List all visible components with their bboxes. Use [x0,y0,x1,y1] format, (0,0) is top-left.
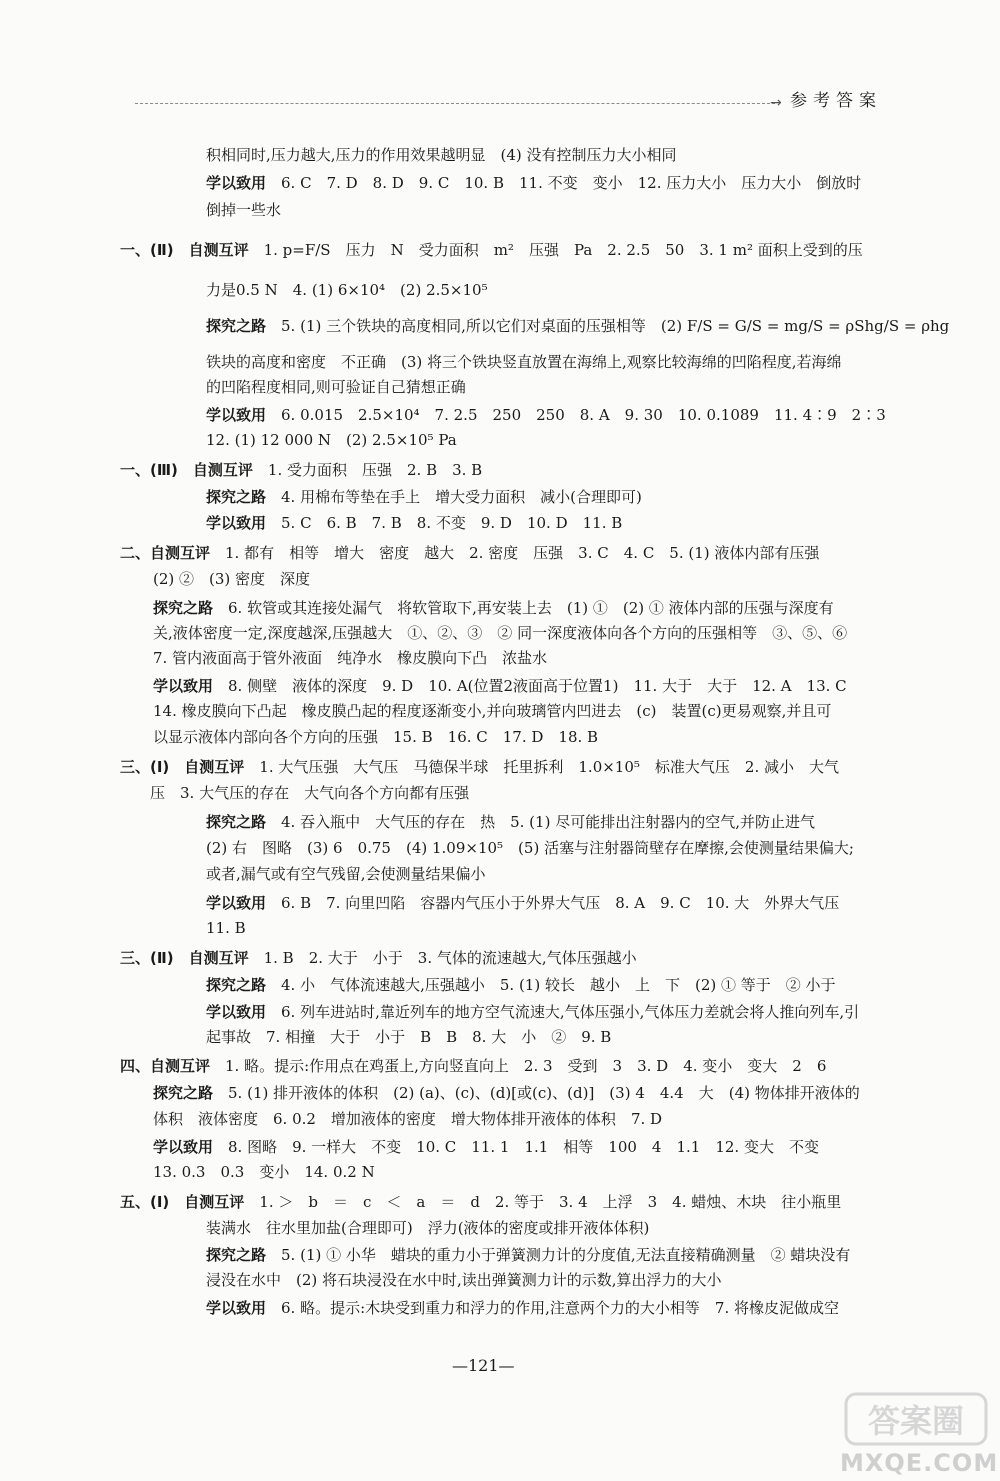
answer-line: 一、(Ⅲ) 自测互评 1. 受力面积 压强 2. B 3. B [120,461,483,479]
answer-line: 的凹陷程度相同,则可验证自己猜想正确 [206,378,466,396]
header-title: 参考答案 [790,91,882,111]
answer-line: 11. B [206,919,246,937]
answer-line: 学以致用 6. C 7. D 8. D 9. C 10. B 11. 不变 变小 12. 压力大小 压力大小 倒放时 [206,174,862,192]
page-number: —121— [452,1356,515,1375]
answer-line: 或者,漏气或有空气残留,会使测量结果偏小 [206,865,486,883]
answer-line: 学以致用 6. 0.015 2.5×10⁴ 7. 2.5 250 250 8. A 9. 30 10. 0.1089 11. 4∶9 2∶3 [206,406,886,424]
answer-line: 以显示液体内部向各个方向的压强 15. B 16. C 17. D 18. B [153,728,599,746]
answer-line: 探究之路 4. 用棉布等垫在手上 增大受力面积 减小(合理即可) [206,488,642,506]
answer-line: 倒掉一些水 [206,201,282,219]
answer-line: 学以致用 6. B 7. 向里凹陷 容器内气压小于外界大气压 8. A 9. C 10. 大 外界大气压 [206,894,840,912]
header-arrow-icon: → [770,95,782,111]
answer-line: 关,液体密度一定,深度越深,压强越大 ①、②、③ ② 同一深度液体向各个方向的压强相等 ③、⑤、⑥ [153,624,848,642]
answer-line: 五、(Ⅰ) 自测互评 1. ＞ b ＝ c ＜ a ＝ d 2. 等于 3. 4 上浮 3 4. 蜡烛、木块 往小瓶里 [120,1193,842,1211]
answer-line: 探究之路 5. (1) 排开液体的体积 (2) (a)、(c)、(d)[或(c)、(d)] (3) 4 4.4 大 (4) 物体排开液体的 [153,1084,860,1102]
answer-line: 14. 橡皮膜向下凸起 橡皮膜凸起的程度逐渐变小,并向玻璃管内凹进去 (c) 装置(c)更易观察,并且可 [153,702,832,720]
answer-line: 学以致用 6. 列车进站时,靠近列车的地方空气流速大,气体压强小,气体压力差就会将人推向列车,引 [206,1003,860,1021]
answer-line: 探究之路 4. 吞入瓶中 大气压的存在 热 5. (1) 尽可能排出注射器内的空气,并防止进气 [206,813,815,831]
answer-line: 学以致用 5. C 6. B 7. B 8. 不变 9. D 10. D 11. B [206,514,623,532]
answer-line: 浸没在水中 (2) 将石块浸没在水中时,读出弹簧测力计的示数,算出浮力的大小 [206,1271,722,1289]
answer-line: 四、自测互评 1. 略。提示:作用点在鸡蛋上,方向竖直向上 2. 3 受到 3 3. D 4. 变小 变大 2 6 [120,1057,827,1075]
answer-line: 探究之路 6. 软管或其连接处漏气 将软管取下,再安装上去 (1) ① (2) ① 液体内部的压强与深度有 [153,599,834,617]
answer-line: 学以致用 8. 侧壁 液体的深度 9. D 10. A(位置2液面高于位置1) 11. 大于 大于 12. A 13. C [153,677,847,695]
answer-line: (2) 右 图略 (3) 6 0.75 (4) 1.09×10⁵ (5) 活塞与注射器筒壁存在摩擦,会使测量结果偏大; [206,839,854,857]
watermark-text: MXQE.COM [840,1449,999,1477]
answer-line: 二、自测互评 1. 都有 相等 增大 密度 越大 2. 密度 压强 3. C 4. C 5. (1) 液体内部有压强 [120,544,820,562]
answer-line: 学以致用 6. 略。提示:木块受到重力和浮力的作用,注意两个力的大小相等 7. 将橡皮泥做成空 [206,1299,840,1317]
answer-line: 三、(Ⅱ) 自测互评 1. B 2. 大于 小于 3. 气体的流速越大,气体压强越小 [120,949,637,967]
answer-line: 力是0.5 N 4. (1) 6×10⁴ (2) 2.5×10⁵ [206,281,488,299]
answer-line: 7. 管内液面高于管外液面 纯净水 橡皮膜向下凸 浓盐水 [153,649,548,667]
answer-line: 起事故 7. 相撞 大于 小于 B B 8. 大 小 ② 9. B [206,1028,612,1046]
answer-line: 探究之路 4. 小 气体流速越大,压强越小 5. (1) 较长 越小 上 下 (2) ① 等于 ② 小于 [206,976,836,994]
watermark-logo-text: 答案圈 [867,1402,965,1440]
answer-line: 探究之路 5. (1) ① 小华 蜡块的重力小于弹簧测力计的分度值,无法直接精确测量 ② 蜡块没有 [206,1246,851,1264]
answer-line: 装满水 往水里加盐(合理即可) 浮力(液体的密度或排开液体体积) [206,1219,650,1237]
answer-line: 铁块的高度和密度 不正确 (3) 将三个铁块竖直放置在海绵上,观察比较海绵的凹陷程度,若海绵 [206,353,842,371]
answer-line: 三、(Ⅰ) 自测互评 1. 大气压强 大气压 马德保半球 托里拆利 1.0×10⁵ 标准大气压 2. 减小 大气 [120,758,839,776]
answer-line: 探究之路 5. (1) 三个铁块的高度相同,所以它们对桌面的压强相等 (2) F/S = G/S = mg/S = ρShg/S = ρhg [206,317,950,335]
answer-line: 12. (1) 12 000 N (2) 2.5×10⁵ Pa [206,431,457,449]
answer-line: 体积 液体密度 6. 0.2 增加液体的密度 增大物体排开液体的体积 7. D [153,1110,663,1128]
answer-line: (2) ② (3) 密度 深度 [153,570,311,588]
answer-line: 一、(Ⅱ) 自测互评 1. p=F/S 压力 N 受力面积 m² 压强 Pa 2. 2.5 50 3. 1 m² 面积上受到的压 [120,241,863,259]
answer-line: 13. 0.3 0.3 变小 14. 0.2 N [153,1163,375,1181]
answer-line: 压 3. 大气压的存在 大气向各个方向都有压强 [150,784,470,802]
answer-line: 积相同时,压力越大,压力的作用效果越明显 (4) 没有控制压力大小相同 [206,146,677,164]
answer-line: 学以致用 8. 图略 9. 一样大 不变 10. C 11. 1 1.1 相等 100 4 1.1 12. 变大 不变 [153,1138,819,1156]
